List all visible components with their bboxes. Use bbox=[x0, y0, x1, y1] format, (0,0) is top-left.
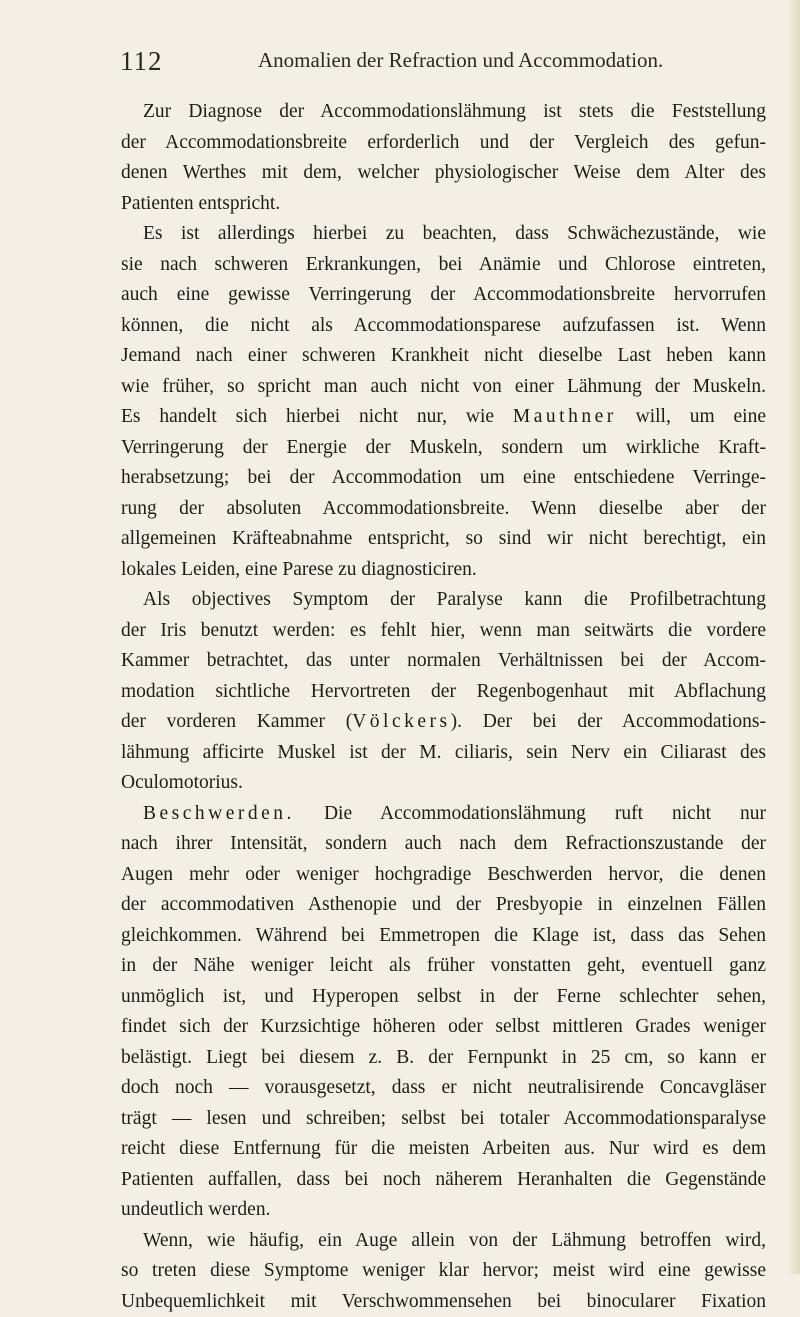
text-line: Wenn, wie häufig, ein Auge allein von der Lähmung betroffen wird, bbox=[121, 1226, 766, 1257]
text-line-beschwerden bbox=[121, 799, 766, 830]
text-line: lähmung afficirte Muskel ist der M. ciliaris, sein Nerv ein Ciliarast des bbox=[121, 738, 766, 769]
text-line-mauthner bbox=[121, 402, 766, 433]
text-line: sie nach schweren Erkrankungen, bei Anämie und Chlorose eintreten, bbox=[121, 250, 766, 281]
text-line: Zur Diagnose der Accommodationslähmung ist stets die Feststellung bbox=[121, 97, 766, 128]
text-line: doch noch — vorausgesetzt, dass er nicht neutralisirende Concavgläser bbox=[121, 1073, 766, 1104]
text-line: Als objectives Symptom der Paralyse kann die Profilbetrachtung bbox=[121, 585, 766, 616]
section-heading-beschwerden: Beschwerden. bbox=[143, 803, 295, 824]
text-line: Oculomotorius. bbox=[121, 768, 766, 799]
author-name-mauthner: Mauthner bbox=[513, 406, 617, 427]
text-line: der Accommodationsbreite erforderlich und der Vergleich des gefun- bbox=[121, 128, 766, 159]
text-line: modation sichtliche Hervortreten der Regenbogenhaut mit Abflachung bbox=[121, 677, 766, 708]
text-line: Augen mehr oder weniger hochgradige Beschwerden hervor, die denen bbox=[121, 860, 766, 891]
text-line: wie früher, so spricht man auch nicht von einer Lähmung der Muskeln. bbox=[121, 372, 766, 403]
text-segment: Es handelt sich hierbei nicht nur, wie bbox=[121, 406, 494, 427]
page-header bbox=[120, 46, 780, 80]
text-line: der accommodativen Asthenopie und der Presbyopie in einzelnen Fällen bbox=[121, 890, 766, 921]
text-line: allgemeinen Kräfteabnahme entspricht, so sind wir nicht berechtigt, ein bbox=[121, 524, 766, 555]
text-line: findet sich der Kurzsichtige höheren oder selbst mittleren Grades weniger bbox=[121, 1012, 766, 1043]
text-line: so treten diese Symptome weniger klar hervor; meist wird eine gewisse bbox=[121, 1256, 766, 1287]
text-segment: ). Der bei der Accommodations- bbox=[451, 711, 766, 732]
page-edge-shadow bbox=[786, 0, 800, 1274]
text-line: Patienten auffallen, dass bei noch näherem Heranhalten die Gegenstände bbox=[121, 1165, 766, 1196]
running-title: Anomalien der Refraction und Accommodation. bbox=[258, 48, 663, 73]
text-line: herabsetzung; bei der Accommodation um eine entschiedene Verringe- bbox=[121, 463, 766, 494]
text-line: in der Nähe weniger leicht als früher vonstatten geht, eventuell ganz bbox=[121, 951, 766, 982]
text-line: denen Werthes mit dem, welcher physiologischer Weise dem Alter des bbox=[121, 158, 766, 189]
body-text bbox=[121, 97, 766, 1317]
text-line: auch eine gewisse Verringerung der Accommodationsbreite hervorrufen bbox=[121, 280, 766, 311]
text-line: nach ihrer Intensität, sondern auch nach dem Refractionszustande der bbox=[121, 829, 766, 860]
text-line: gleichkommen. Während bei Emmetropen die Klage ist, dass das Sehen bbox=[121, 921, 766, 952]
text-line: können, die nicht als Accommodationsparese aufzufassen ist. Wenn bbox=[121, 311, 766, 342]
text-segment: will, um eine bbox=[636, 406, 766, 427]
text-line: Verringerung der Energie der Muskeln, sondern um wirkliche Kraft- bbox=[121, 433, 766, 464]
text-segment: der vorderen Kammer ( bbox=[121, 711, 352, 732]
text-line: Jemand nach einer schweren Krankheit nicht dieselbe Last heben kann bbox=[121, 341, 766, 372]
text-line: Es ist allerdings hierbei zu beachten, dass Schwächezustände, wie bbox=[121, 219, 766, 250]
text-line: lokales Leiden, eine Parese zu diagnosticiren. bbox=[121, 555, 766, 586]
text-line: rung der absoluten Accommodationsbreite. Wenn dieselbe aber der bbox=[121, 494, 766, 525]
text-line: Unbequemlichkeit mit Verschwommensehen bei binocularer Fixation bbox=[121, 1287, 766, 1317]
page-number: 112 bbox=[120, 46, 163, 77]
text-line-voelckers bbox=[121, 707, 766, 738]
text-line: reicht diese Entfernung für die meisten Arbeiten aus. Nur wird es dem bbox=[121, 1134, 766, 1165]
text-line: unmöglich ist, und Hyperopen selbst in der Ferne schlechter sehen, bbox=[121, 982, 766, 1013]
text-line: Kammer betrachtet, das unter normalen Verhältnissen bei der Accom- bbox=[121, 646, 766, 677]
text-line: Patienten entspricht. bbox=[121, 189, 766, 220]
text-line: trägt — lesen und schreiben; selbst bei totaler Accommodationsparalyse bbox=[121, 1104, 766, 1135]
text-line: undeutlich werden. bbox=[121, 1195, 766, 1226]
text-line: der Iris benutzt werden: es fehlt hier, wenn man seitwärts die vordere bbox=[121, 616, 766, 647]
text-line: belästigt. Liegt bei diesem z. B. der Fernpunkt in 25 cm, so kann er bbox=[121, 1043, 766, 1074]
text-segment: Die Accommodationslähmung ruft nicht nur bbox=[324, 803, 766, 824]
author-name-voelckers: Völckers bbox=[352, 711, 450, 732]
